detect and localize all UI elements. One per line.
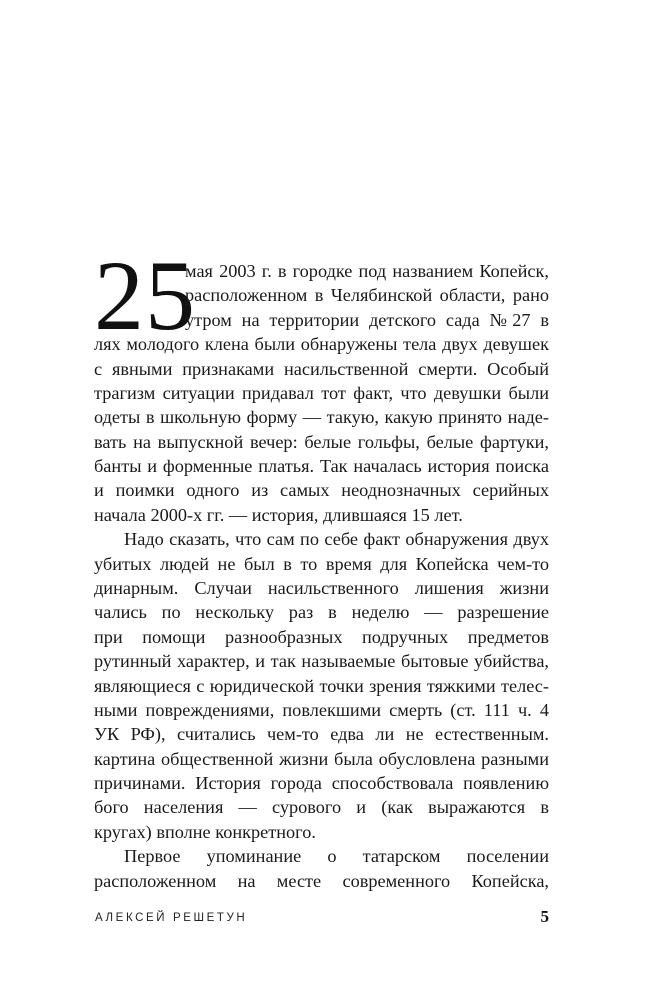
text-line: рутинный характер, и так называемые бытовые убийства, bbox=[94, 651, 549, 672]
text-line: вать на выпускной вечер: белые гольфы, белые фартуки, bbox=[94, 431, 549, 452]
text-line: одеты в школьную форму — такую, какую принято наде- bbox=[94, 407, 549, 428]
page-number: 5 bbox=[540, 907, 549, 926]
text-line: кругах) вполне конкретного. bbox=[94, 821, 316, 842]
text-line: УК РФ), считались чем-то едва ли не естественным. bbox=[94, 724, 549, 745]
text-line: Первое упоминание о татарском поселении bbox=[124, 846, 549, 867]
running-footer-author: АЛЕКСЕЙ РЕШЕТУН bbox=[95, 912, 248, 924]
drop-cap-number: 25 bbox=[94, 240, 196, 351]
text-line: трагизм ситуации придавал тот факт, что девушки были bbox=[94, 382, 549, 403]
text-line: с явными признаками насильственной смерти. Особый bbox=[94, 358, 549, 379]
text-line: банты и форменные платья. Так началась история поиска bbox=[94, 456, 549, 476]
text-line: мая 2003 г. в городке под названием Копейск, bbox=[185, 261, 549, 281]
text-line: причинами. История города способствовала появлению bbox=[94, 773, 549, 793]
text-line: динарным. Случаи насильственного лишения жизни bbox=[94, 577, 549, 598]
text-line: расположенном в Челябинской области, рано bbox=[185, 285, 549, 306]
text-line: чались по нескольку раз в неделю — разрешение bbox=[94, 602, 549, 623]
text-line: начала 2000-х гг. — история, длившаяся 15 лет. bbox=[94, 504, 463, 525]
text-line: и поимки одного из самых неоднозначных серийных bbox=[94, 480, 549, 501]
text-line: бого населения — сурового и (как выражаются в bbox=[94, 797, 549, 818]
text-line: являющиеся с юридической точки зрения тяжкими телес- bbox=[94, 675, 549, 696]
text-line: Надо сказать, что сам по себе факт обнаружения двух bbox=[124, 529, 549, 550]
text-line: расположенном на месте современного Копейска, bbox=[94, 870, 549, 891]
text-line: ными повреждениями, повлекшими смерть (ст. 111 ч. 4 bbox=[94, 699, 549, 720]
text-line: лях молодого клена были обнаружены тела двух девушек bbox=[94, 334, 549, 355]
text-line: утром на территории детского сада №27 в bbox=[185, 309, 549, 330]
text-line: убитых людей не был в то время для Копейска чем-то bbox=[94, 553, 549, 574]
text-line: при помощи разнообразных подручных предметов bbox=[94, 626, 549, 647]
text-line: картина общественной жизни была обусловлена разными bbox=[94, 748, 549, 769]
